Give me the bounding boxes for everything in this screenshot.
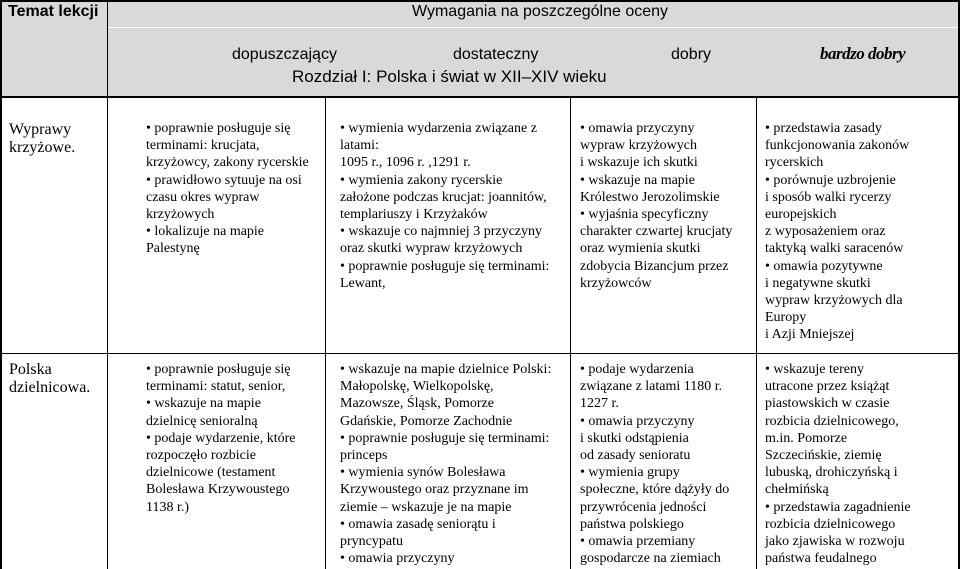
row1-topic: Wyprawy krzyżowe. <box>9 121 76 156</box>
topic-header: Temat lekcji <box>8 3 99 20</box>
row2-bardzo-dobry: • wskazuje tereny utracone przez książąt piastowskich w czasie rozbicia dzielnicowego, m.in. Pomorze Szczecińskie, ziemię lubuską, drohiczyńską i chełmińską • przedstawia zagadnienie rozbicia dzielnicowego jako zjawiska w rozwoju państwa feudalnego <box>765 362 911 567</box>
row2-topic: Polska dzielnicowa. <box>9 361 91 396</box>
row1-dobry: • omawia przyczyny wypraw krzyżowych i wskazuje ich skutki • wskazuje na mapie Królestwo Jerozolimskie • wyjaśnia specyficzny charakter czwartej krucjaty oraz wymienia skutki zdobycia Bizancjum przez krzyżowców <box>580 121 733 291</box>
grade-dostateczny: dostateczny <box>453 46 539 63</box>
border-header-bottom <box>0 96 960 98</box>
border-row1-bottom <box>0 353 960 354</box>
grade-dobry: dobry <box>671 46 712 63</box>
border-col2 <box>325 98 326 569</box>
row2-dopuszczajacy: • poprawnie posługuje się terminami: statut, senior, • wskazuje na mapie dzielnicę senioralną • podaje wydarzenie, które rozpoczęło rozbicie dzielnicowe (testament Bolesława Krzywoustego 1138 r.) <box>146 362 296 515</box>
border-left <box>0 0 2 569</box>
row1-dopuszczajacy: • poprawnie posługuje się terminami: krucjata, krzyżowcy, zakony rycerskie • prawidłowo sytuuje na osi czasu okres wypraw krzyżowych • lokalizuje na mapie Palestynę <box>146 121 309 257</box>
border-topic-column <box>107 0 108 569</box>
requirements-header: Wymagania na poszczególne oceny <box>412 3 669 20</box>
border-header-split <box>108 27 958 28</box>
border-col3 <box>570 98 571 569</box>
border-top <box>0 0 960 2</box>
border-col4 <box>756 98 757 569</box>
row1-dostateczny: • wymienia wydarzenia związane z latami: 1095 r., 1096 r. ,1291 r. • wymienia zakony rycerskie założone podczas krucjat: joannitów, templariuszy i Krzyżaków • wskazuje co najmniej 3 przyczyny oraz skutki wypraw krzyżowych • poprawnie posługuje się terminami: Lewant, <box>340 121 550 291</box>
chapter-title: Rozdział I: Polska i świat w XII–XIV wieku <box>292 67 607 86</box>
grade-bardzo-dobry: bardzo dobry <box>820 44 906 63</box>
row2-dostateczny: • wskazuje na mapie dzielnice Polski: Małopolskę, Wielkopolskę, Mazowsze, Śląsk, Pomorze Gdańskie, Pomorze Zachodnie • poprawnie posługuje się terminami: princeps • wymienia synów Bolesława Krzywoustego oraz przyznane im ziemie – wskazuje je na mapie • omawia zasadę seniorątu i pryncypatu • omawia przyczyny <box>340 362 552 567</box>
row1-bardzo-dobry: • przedstawia zasady funkcjonowania zakonów rycerskich • porównuje uzbrojenie i sposób walki rycerzy europejskich z wyposażeniem oraz taktyką walki saracenów • omawia pozytywne i negatywne skutki wypraw krzyżowych dla Europy i Azji Mniejszej <box>765 121 910 343</box>
row2-dobry: • podaje wydarzenia związane z latami 1180 r. 1227 r. • omawia przyczyny i skutki odstąpienia od zasady senioratu • wymienia grupy społeczne, które dążyły do przywrócenia jedności państwa polskiego • omawia przemiany gospodarcze na ziemiach <box>580 362 730 567</box>
grade-dopuszczajacy: dopuszczający <box>232 46 337 63</box>
